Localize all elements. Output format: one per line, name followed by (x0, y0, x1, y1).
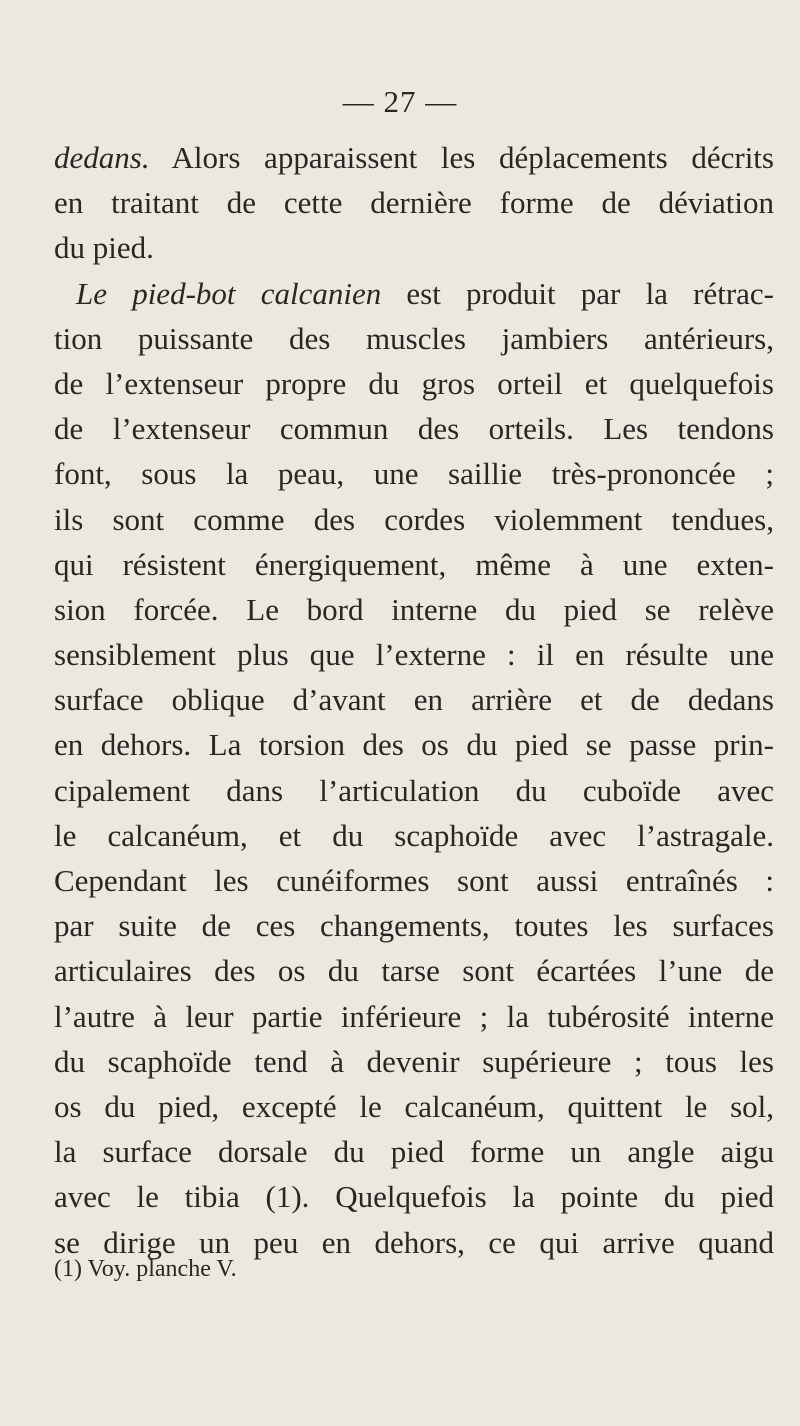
text-line: os du pied, excepté le calcanéum, quittent le sol, (54, 1088, 774, 1124)
text-line: l’autre à leur partie inférieure ; la tubérosité interne (54, 998, 774, 1034)
italic-word: dedans. (54, 140, 150, 175)
text-line: tion puissante des muscles jambiers antérieurs, (54, 320, 774, 356)
line-rest: est produit par la rétrac- (381, 275, 775, 311)
text-line: avec le tibia (1). Quelquefois la pointe du pied (54, 1179, 774, 1215)
text-line: par suite de ces changements, toutes les surfaces (54, 908, 774, 944)
text-line: de l’extenseur propre du gros orteil et quelquefois (54, 365, 774, 401)
text-line: font, sous la peau, une saillie très-prononcée ; (54, 456, 774, 492)
text-line: du scaphoïde tend à devenir supérieure ; tous les (54, 1043, 774, 1079)
text-line: sion forcée. Le bord interne du pied se relève (54, 591, 774, 627)
text-line: surface oblique d’avant en arrière et de dedans (54, 682, 774, 718)
footnote: (1) Voy. planche V. (54, 1256, 237, 1282)
text-line: se dirige un peu en dehors, ce qui arrive quand (54, 1224, 774, 1260)
text-line: de l’extenseur commun des orteils. Les tendons (54, 411, 774, 447)
text-line (54, 135, 774, 180)
text-line: qui résistent énergiquement, même à une exten- (54, 546, 774, 582)
text-line: du pied. (54, 230, 154, 266)
text-line: en traitant de cette dernière forme de déviation (54, 185, 774, 221)
page-number: — 27 — (342, 84, 458, 119)
text-line: cipalement dans l’articulation du cuboïde avec (54, 772, 774, 808)
text-line: en dehors. La torsion des os du pied se passe prin- (54, 727, 774, 763)
body-text (54, 135, 774, 1265)
text-line: ils sont comme des cordes violemment tendues, (54, 501, 774, 537)
line-rest: Alors apparaissent les déplacements décrits (149, 140, 774, 175)
text-line: sensiblement plus que l’externe : il en résulte une (54, 637, 774, 673)
text-line: Cependant les cunéiformes sont aussi entraînés : (54, 863, 774, 898)
text-line: la surface dorsale du pied forme un angle aigu (54, 1134, 774, 1170)
text-line: le calcanéum, et du scaphoïde avec l’astragale. (54, 817, 774, 853)
text-line (54, 271, 774, 316)
section-heading-italic: Le pied-bot calcanien (76, 275, 382, 311)
text-line: articulaires des os du tarse sont écartées l’une de (54, 953, 774, 989)
